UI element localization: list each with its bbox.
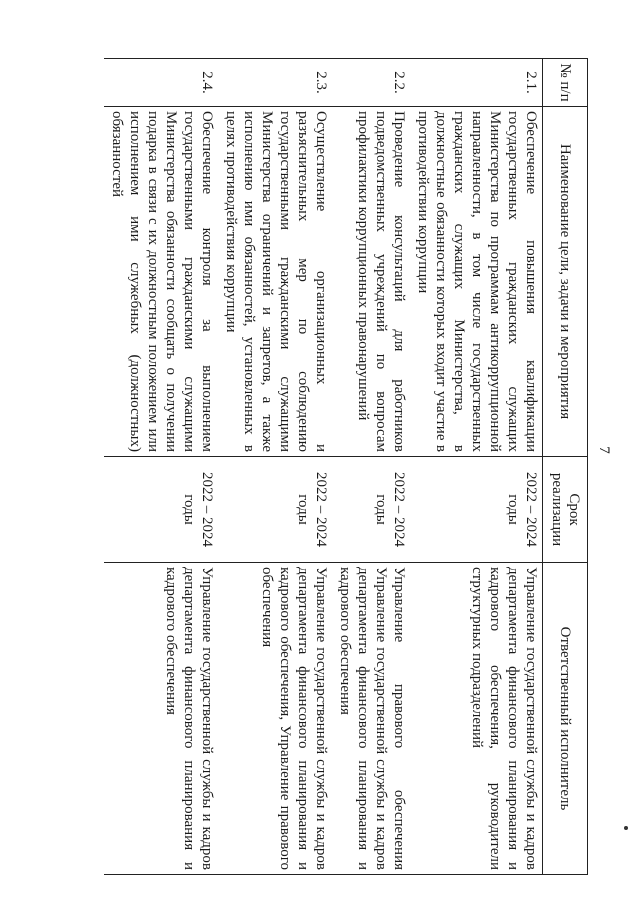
row-executor: Управление государственной службы и кадров департамента финансового планирования и кадрового обеспечения, Управление правового обеспечения bbox=[218, 563, 332, 875]
table-row bbox=[332, 59, 410, 875]
row-measure-name: Проведение консультаций для работников подведомственных учреждений по вопросам профилактики коррупционных правонарушений bbox=[332, 107, 410, 457]
row-period: 2022 – 2024 годы bbox=[410, 457, 543, 563]
row-number: 2.1. bbox=[410, 59, 543, 107]
row-executor: Управление правового обеспечения Управление государственной службы и кадров департамента финансового планирования и кадрового обеспечения bbox=[332, 563, 410, 875]
row-number: 2.3. bbox=[218, 59, 332, 107]
row-measure-name: Осуществление организационных и разъяснительных мер по соблюдению государственными гражданскими служащими Министерства ограничений и запретов, а также исполнению ими обязанностей, установленных в целях противодействия коррупции bbox=[218, 107, 332, 457]
table-row bbox=[218, 59, 332, 875]
row-executor: Управление государственной службы и кадров департамента финансового планирования и кадрового обеспечения, руководители структурных подразделений bbox=[410, 563, 543, 875]
row-number: 2.4. bbox=[104, 59, 218, 107]
header-executor: Ответственный исполнитель bbox=[543, 563, 588, 875]
action-plan-table bbox=[104, 58, 588, 875]
table-row bbox=[410, 59, 543, 875]
page-number: 7 bbox=[596, 446, 612, 454]
header-period: Срок реализации bbox=[543, 457, 588, 563]
table-row bbox=[104, 59, 218, 875]
table-header-row bbox=[543, 59, 588, 875]
row-executor: Управление государственной службы и кадров департамента финансового планирования и кадрового обеспечения bbox=[104, 563, 218, 875]
row-period: 2022 – 2024 годы bbox=[218, 457, 332, 563]
row-measure-name: Обеспечение повышения квалификации государственных гражданских служащих Министерства по программам антикоррупционной направленности, в том числе государственных гражданских служащих Министерства, в должностные обязанности которых входит участие в противодействии коррупции bbox=[410, 107, 543, 457]
scan-dot bbox=[624, 826, 628, 830]
row-period: 2022 – 2024 годы bbox=[104, 457, 218, 563]
row-number: 2.2. bbox=[332, 59, 410, 107]
row-period: 2022 – 2024 годы bbox=[332, 457, 410, 563]
header-name: Наименование цели, задачи и мероприятия bbox=[543, 107, 588, 457]
row-measure-name: Обеспечение контроля за выполнением государственными гражданскими служащими Министерства обязанности сообщать о получении подарка в связи с их должностным положением или исполнением ими служебных (должностных) обязанностей bbox=[104, 107, 218, 457]
header-number: № п/п bbox=[543, 59, 588, 107]
